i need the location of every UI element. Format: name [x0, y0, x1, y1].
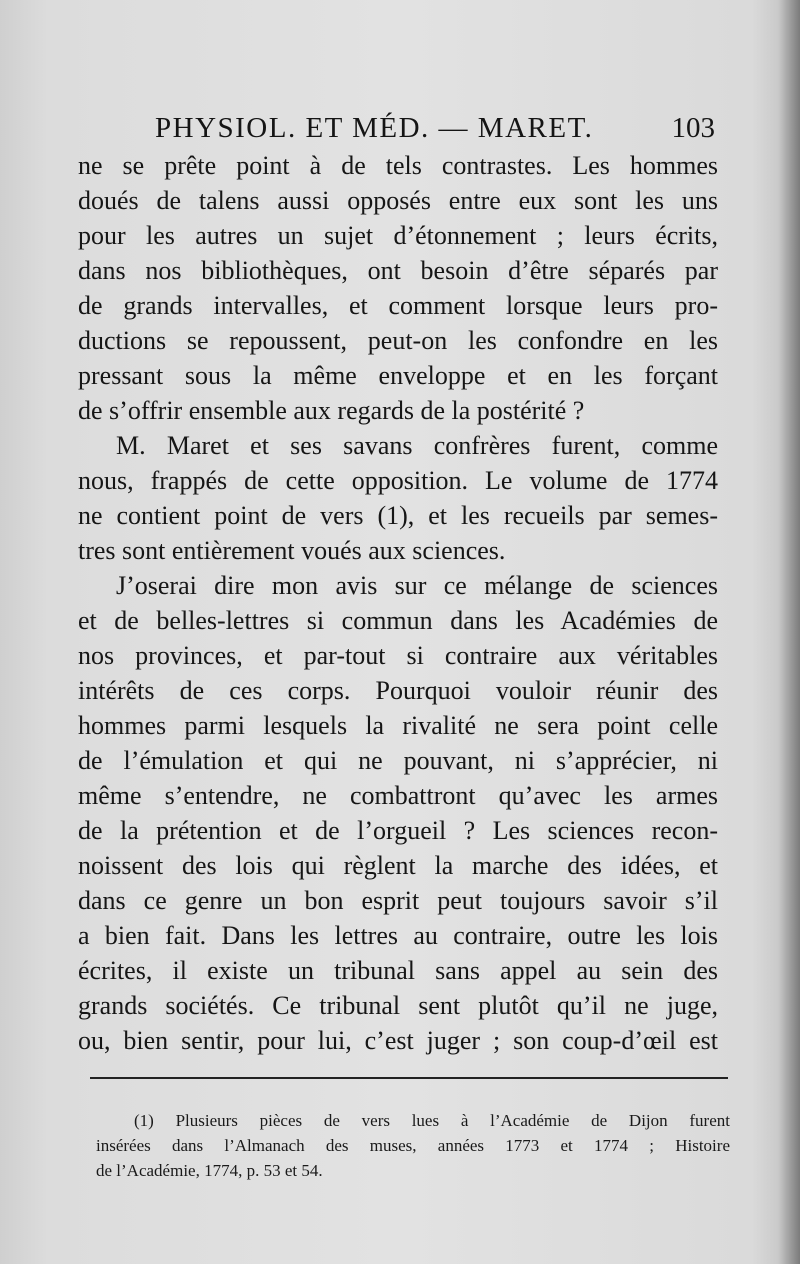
- text-line: dans nos bibliothèques, ont besoin d’être séparés par: [78, 256, 718, 285]
- text-line: a bien fait. Dans les lettres au contraire, outre les lois: [78, 921, 718, 950]
- text-line: nos provinces, et par-tout si contraire aux véritables: [78, 641, 718, 670]
- footnote-rule: [90, 1077, 728, 1079]
- text-line: noissent des lois qui règlent la marche des idées, et: [78, 851, 718, 880]
- running-head: [155, 112, 715, 145]
- text-line: pour les autres un sujet d’étonnement ; leurs écrits,: [78, 221, 718, 250]
- text-line: ne contient point de vers (1), et les recueils par semes-: [78, 501, 718, 530]
- text-line: de l’émulation et qui ne pouvant, ni s’apprécier, ni: [78, 746, 718, 775]
- text-line: ductions se repoussent, peut-on les confondre en les: [78, 326, 718, 355]
- text-line: de la prétention et de l’orgueil ? Les sciences recon-: [78, 816, 718, 845]
- text-line: intérêts de ces corps. Pourquoi vouloir réunir des: [78, 676, 718, 705]
- page-number: 103: [671, 112, 715, 144]
- footnote-line: insérées dans l’Almanach des muses, années 1773 et 1774 ; Histoire: [96, 1136, 730, 1155]
- text-line: et de belles-lettres si commun dans les Académies de: [78, 606, 718, 635]
- body-text: [78, 148, 718, 1058]
- text-line: nous, frappés de cette opposition. Le volume de 1774: [78, 466, 718, 495]
- text-line: de s’offrir ensemble aux regards de la postérité ?: [78, 396, 585, 425]
- text-line: même s’entendre, ne combattront qu’avec les armes: [78, 781, 718, 810]
- text-line: J’oserai dire mon avis sur ce mélange de sciences: [116, 571, 718, 600]
- text-line: ou, bien sentir, pour lui, c’est juger ; son coup-d’œil est: [78, 1026, 718, 1055]
- running-head-title: PHYSIOL. ET MÉD. — MARET.: [155, 112, 594, 144]
- text-line: ne se prête point à de tels contrastes. Les hommes: [78, 151, 718, 180]
- text-line: dans ce genre un bon esprit peut toujours savoir s’il: [78, 886, 718, 915]
- footnote-line: de l’Académie, 1774, p. 53 et 54.: [96, 1161, 323, 1180]
- footnote: [96, 1108, 730, 1183]
- text-line: pressant sous la même enveloppe et en les forçant: [78, 361, 718, 390]
- text-line: de grands intervalles, et comment lorsque leurs pro-: [78, 291, 718, 320]
- text-line: tres sont entièrement voués aux sciences.: [78, 536, 506, 565]
- text-line: doués de talens aussi opposés entre eux sont les uns: [78, 186, 718, 215]
- text-line: hommes parmi lesquels la rivalité ne sera point celle: [78, 711, 718, 740]
- text-line: écrites, il existe un tribunal sans appel au sein des: [78, 956, 718, 985]
- text-line: grands sociétés. Ce tribunal sent plutôt qu’il ne juge,: [78, 991, 718, 1020]
- text-line: M. Maret et ses savans confrères furent, comme: [116, 431, 718, 460]
- footnote-line: (1) Plusieurs pièces de vers lues à l’Académie de Dijon furent: [134, 1111, 730, 1130]
